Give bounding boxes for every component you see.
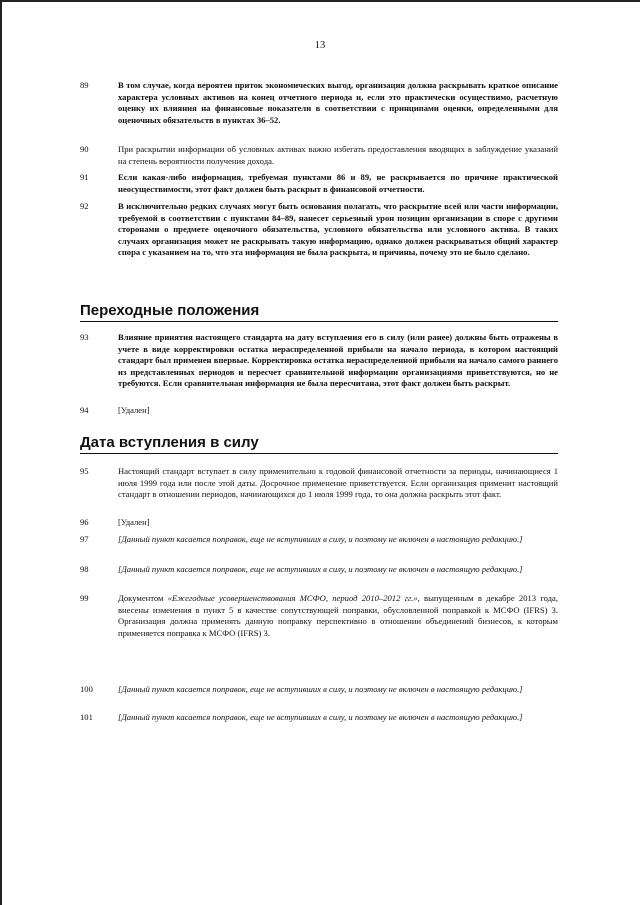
paragraph-94 [80, 405, 558, 417]
paragraph-text [118, 593, 558, 639]
paragraph-text: [Данный пункт касается поправок, еще не вступивших в силу, и поэтому не включен в настоящую редакцию.] [118, 712, 523, 722]
paragraph-97 [80, 534, 558, 546]
paragraph-number: 101 [80, 712, 93, 722]
paragraph-text-post: , выпущенным в декабре 2013 года, внесены изменения в пункт 5 в качестве сопутствующей поправки, обусловленной поправкой к МСФО (IFRS) 3. Организация должна применять данную поправку перспективно в отношении объединений бизнесов, к которым применяется поправка к МСФО (IFRS) 3. [118, 593, 559, 638]
paragraph-number: 95 [80, 466, 89, 476]
paragraph-89 [80, 80, 558, 126]
paragraph-number: 99 [80, 593, 89, 603]
paragraph-98 [80, 564, 558, 576]
paragraph-text: Настоящий стандарт вступает в силу применительно к годовой финансовой отчетности за периоды, начинающиеся 1 июля 1999 года или после этой даты. Досрочное применение приветствуется. Если организация применит настоящий стандарт в отношении периодов, начинающихся до 1 июля 1999 года, то она должна раскрыть этот факт. [118, 466, 558, 500]
paragraph-99 [80, 593, 558, 639]
paragraph-96 [80, 517, 558, 529]
paragraph-91 [80, 172, 558, 195]
paragraph-90 [80, 144, 558, 167]
paragraph-number: 100 [80, 684, 93, 694]
paragraph-number: 89 [80, 80, 89, 90]
paragraph-number: 91 [80, 172, 89, 182]
paragraph-92 [80, 201, 558, 259]
paragraph-text: [Данный пункт касается поправок, еще не вступивших в силу, и поэтому не включен в настоящую редакцию.] [118, 564, 523, 574]
paragraph-text: [Удален] [118, 517, 150, 527]
paragraph-text: При раскрытии информации об условных активах важно избегать предоставления вводящих в заблуждение указаний на степень вероятности получения дохода. [118, 144, 558, 166]
paragraph-100 [80, 684, 558, 696]
paragraph-text: Если какая-либо информация, требуемая пунктами 86 и 89, не раскрывается по причине практической неосуществимости, этот факт должен быть раскрыт в финансовой отчетности. [118, 172, 558, 194]
paragraph-number: 92 [80, 201, 89, 211]
document-title: «Ежегодные усовершенствования МСФО, период 2010–2012 гг.» [167, 593, 418, 603]
paragraph-number: 94 [80, 405, 89, 415]
paragraph-number: 96 [80, 517, 89, 527]
paragraph-number: 98 [80, 564, 89, 574]
paragraph-95 [80, 466, 558, 501]
paragraph-text: [Данный пункт касается поправок, еще не вступивших в силу, и поэтому не включен в настоящую редакцию.] [118, 684, 523, 694]
paragraph-text-pre: Документом [118, 593, 168, 603]
paragraph-text: В том случае, когда вероятен приток экономических выгод, организация должна раскрывать краткое описание характера условных активов на конец отчетного периода и, если это практически осуществимо, расчетную оценку их влияния на финансовые показатели в соответствии с принципами оценки, определенными для оценочных обязательств в пунктах 36–52. [118, 80, 558, 125]
paragraph-number: 93 [80, 332, 89, 342]
paragraph-number: 90 [80, 144, 89, 154]
paragraph-93 [80, 332, 558, 390]
paragraph-text: [Данный пункт касается поправок, еще не вступивших в силу, и поэтому не включен в настоящую редакцию.] [118, 534, 523, 544]
section-heading-transition: Переходные положения [80, 302, 558, 322]
paragraph-number: 97 [80, 534, 89, 544]
paragraph-text: В исключительно редких случаях могут быть основания полагать, что раскрытие всей или части информации, требуемой в соответствии с пунктами 84–89, нанесет серьезный урон позиции организации в споре с другими сторонами о предмете оценочного обязательства, условного обязательства или условного актива. В таких случаях организация может не раскрывать такую информацию, однако должен раскрываться общий характер спора с указанием на то, что эта информация не была раскрыта, и причины, почему это не было сделано. [118, 201, 558, 258]
paragraph-text: Влияние принятия настоящего стандарта на дату вступления его в силу (или ранее) должны быть отражены в учете в виде корректировки остатка нераспределенной прибыли на начало периода, в котором настоящий стандарт был применен впервые. Корректировка остатка нераспределенной прибыли на начало самого раннего из представленных периодов и пересчет сравнительной информации организациями приветствуются, но не требуются. Если сравнительная информация не была пересчитана, этот факт должен быть раскрыт. [118, 332, 558, 389]
paragraph-text: [Удален] [118, 405, 150, 415]
page-number: 13 [314, 40, 326, 51]
section-heading-effective-date: Дата вступления в силу [80, 434, 558, 454]
paragraph-101 [80, 712, 558, 724]
